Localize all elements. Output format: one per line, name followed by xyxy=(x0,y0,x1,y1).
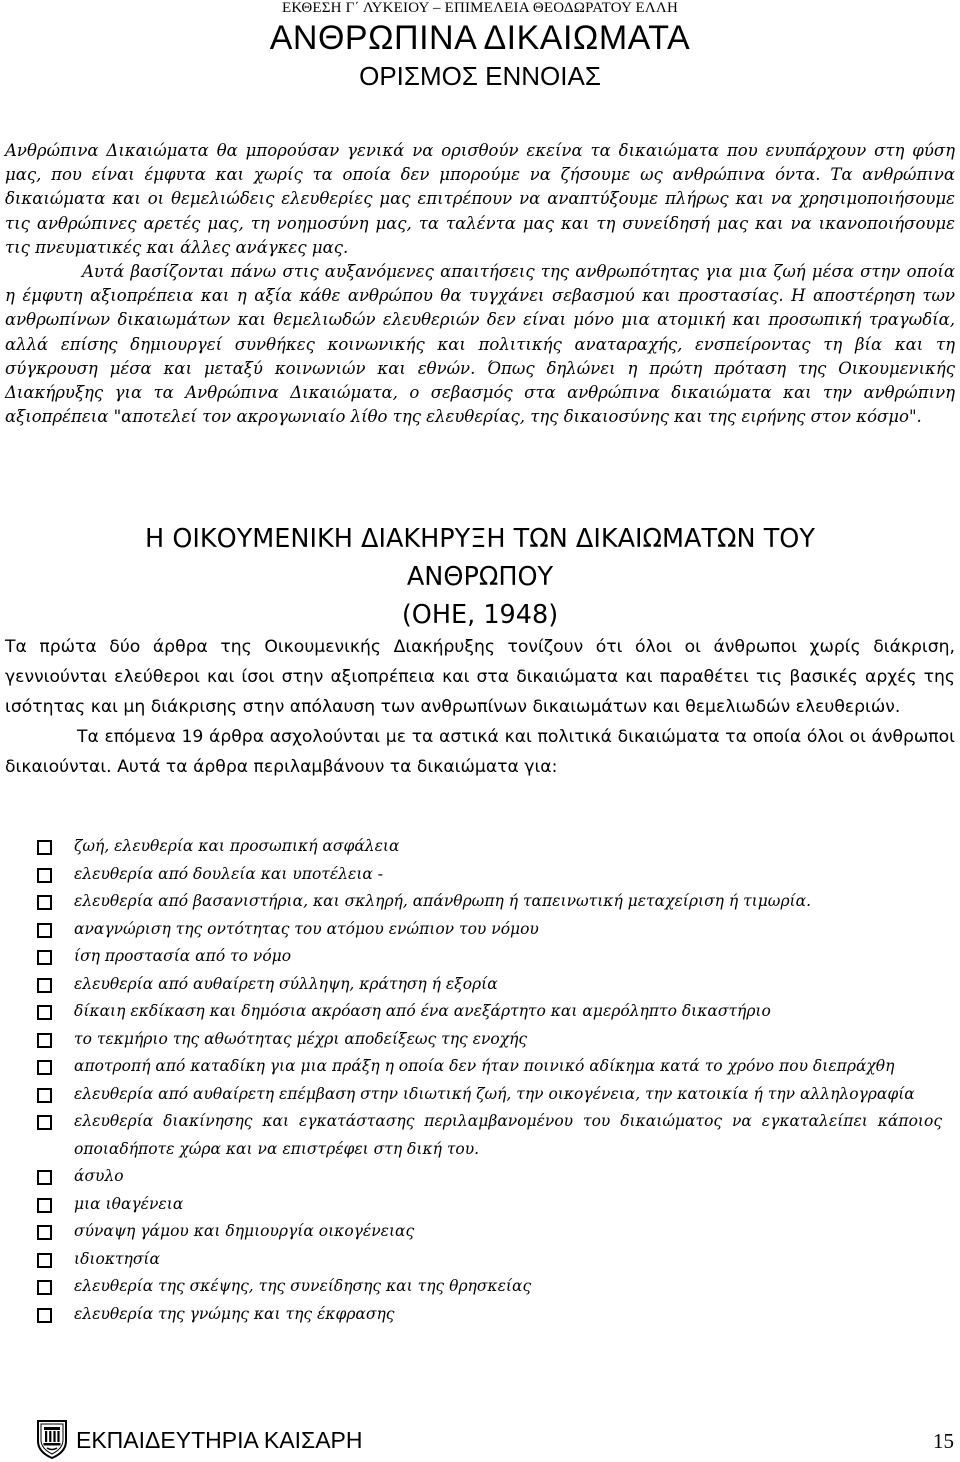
checkbox-square-icon xyxy=(37,840,52,855)
definition-section xyxy=(5,139,955,429)
checkbox-square-icon xyxy=(37,868,52,883)
list-item-text: αναγνώριση της οντότητας του ατόμου ενώπιον του νόμου xyxy=(74,919,539,938)
checkbox-square-icon xyxy=(37,1170,52,1185)
checkbox-square-icon xyxy=(37,895,52,910)
list-item-text: ζωή, ελευθερία και προσωπική ασφάλεια xyxy=(74,837,400,855)
declaration-section xyxy=(5,632,955,782)
checkbox-square-icon xyxy=(37,1225,52,1240)
page-footer xyxy=(0,1415,960,1462)
list-item-text: ελευθερία από βασανιστήρια, και σκληρή, απάνθρωπη ή ταπεινωτική μεταχείριση ή τιμωρία. xyxy=(74,892,812,910)
list-item xyxy=(37,998,942,1026)
list-item xyxy=(37,1246,942,1274)
running-head: ΕΚΘΕΣΗ Γ΄ ΛΥΚΕΙΟΥ – ΕΠΙΜΕΛΕΙΑ ΘΕΟΔΩΡΑΤΟΥ ΕΛΛΗ xyxy=(281,0,679,16)
declaration-heading-line-1: Η ΟΙΚΟΥΜΕΝΙΚΗ ΔΙΑΚΗΡΥΞΗ ΤΩΝ ΔΙΚΑΙΩΜΑΤΩΝ ΤΟΥ xyxy=(145,524,815,554)
list-item xyxy=(37,971,942,999)
list-item xyxy=(37,1163,942,1191)
rights-list xyxy=(37,833,942,1328)
list-item xyxy=(37,833,942,861)
page-subtitle: ΟΡΙΣΜΟΣ ΕΝΝΟΙΑΣ xyxy=(359,61,601,91)
list-item-text: ίση προστασία από το νόμο xyxy=(74,947,292,965)
checkbox-square-icon xyxy=(37,1253,52,1268)
declaration-heading-line-3: (ΟΗΕ, 1948) xyxy=(401,600,559,630)
checkbox-square-icon xyxy=(37,1005,52,1020)
list-item-text: ελευθερία από δουλεία και υποτέλεια - xyxy=(74,864,384,883)
list-item xyxy=(37,1081,942,1109)
school-name: ΕΚΠΑΙΔΕΥΤΗΡΙΑ ΚΑΙΣΑΡΗ xyxy=(76,1427,363,1453)
page-title: ΑΝΘΡΩΠΙΝΑ ΔΙΚΑΙΩΜΑΤΑ xyxy=(269,19,691,57)
list-item xyxy=(37,943,942,971)
checkbox-square-icon xyxy=(37,1060,52,1075)
declaration-heading-line-2: ΑΝΘΡΩΠΟΥ xyxy=(406,562,554,592)
checkbox-square-icon xyxy=(37,923,52,938)
list-item xyxy=(37,1108,942,1163)
list-item-text: σύναψη γάμου και δημιουργία οικογένειας xyxy=(74,1222,415,1240)
definition-paragraph-2: Αυτά βασίζονται πάνω στις αυξανόμενες απαιτήσεις της ανθρωπότητας για μια ζωή μέσα στην οποία η έμφυτη αξιοπρέπεια και η αξία κάθε ανθρώπου θα τυγχάνει σεβασμού και προστασίας. Η αποστέρηση των ανθρωπίνων δικαιωμάτων και θεμελιωδών ελευθεριών δεν είναι μόνο μια ατομική και προσωπική τραγωδία, αλλά επίσης δημιουργεί συνθήκες κοινωνικής και πολιτικής αναταραχής, ενσπείροντας τη βία και τη σύγκρουση μέσα και μεταξύ κοινωνιών και εθνών. Όπως δηλώνει η πρώτη πρόταση της Οικουμενικής Διακήρυξης για τα Ανθρώπινα Δικαιώματα, ο σεβασμός στα ανθρώπινα δικαιώματα και την ανθρώπινη αξιοπρέπεια "αποτελεί τον ακρογωνιαίο λίθο της ελευθερίας, της δικαιοσύνης και της ειρήνης στον κόσμο". xyxy=(5,262,955,427)
list-item xyxy=(37,1026,942,1054)
list-item xyxy=(37,1053,942,1081)
list-item-text: ελευθερία από αυθαίρετη σύλληψη, κράτηση ή εξορία xyxy=(74,974,498,993)
page-number: 15 xyxy=(933,1429,954,1453)
list-item-text: ελευθερία της σκέψης, της συνείδησης και της θρησκείας xyxy=(74,1277,532,1295)
list-item-text: ιδιοκτησία xyxy=(74,1249,160,1268)
list-item xyxy=(37,916,942,944)
checkbox-square-icon xyxy=(37,1280,52,1295)
checkbox-square-icon xyxy=(37,1308,52,1323)
declaration-paragraph-2: Τα επόμενα 19 άρθρα ασχολούνται με τα αστικά και πολιτικά δικαιώματα τα οποία όλοι οι άνθρωποι δικαιούνται. Αυτά τα άρθρα περιλαμβάνουν τα δικαιώματα για: xyxy=(5,727,955,777)
declaration-paragraph-1: Τα πρώτα δύο άρθρα της Οικουμενικής Διακήρυξης τονίζουν ότι όλοι οι άνθρωποι χωρίς διάκριση, γεννιούνται ελεύθεροι και ίσοι στην αξιοπρέπεια και στα δικαιώματα και παραθέτει τις βασικές αρχές της ισότητας και μη διάκρισης στην απόλαυση των ανθρωπίνων δικαιωμάτων και θεμελιωδών ελευθεριών. xyxy=(5,637,955,717)
list-item-text: μια ιθαγένεια xyxy=(74,1194,184,1213)
list-item-text: αποτροπή από καταδίκη για μια πράξη η οποία δεν ήταν ποινικό αδίκημα κατά το χρόνο που διεπράχθη xyxy=(74,1057,895,1075)
list-item-text: δίκαιη εκδίκαση και δημόσια ακρόαση από ένα ανεξάρτητο και αμερόληπτο δικαστήριο xyxy=(74,1002,771,1020)
definition-paragraph-1: Ανθρώπινα Δικαιώματα θα μπορούσαν γενικά να ορισθούν εκείνα τα δικαιώματα που ενυπάρχουν στη φύση μας, που είναι έμφυτα και χωρίς τα οποία δεν μπορούμε να ζήσουμε ως ανθρώπινα όντα. Τα ανθρώπινα δικαιώματα και οι θεμελιώδεις ελευθερίες μας επιτρέπουν να αναπτύξουμε πλήρως και να χρησιμοποιήσουμε τις ανθρώπινες αρετές μας, τη νοημοσύνη μας, τα ταλέντα μας και τη συνείδησή μας και να ικανοποιήσουμε τις πνευματικές και άλλες ανάγκες μας. xyxy=(5,141,955,257)
checkbox-square-icon xyxy=(37,1033,52,1048)
checkbox-square-icon xyxy=(37,1115,52,1130)
declaration-heading xyxy=(0,520,960,634)
list-item-text: άσυλο xyxy=(74,1167,124,1185)
list-item xyxy=(37,1191,942,1219)
checkbox-square-icon xyxy=(37,1088,52,1103)
list-item xyxy=(37,1273,942,1301)
school-emblem-icon xyxy=(35,1419,69,1459)
list-item-text: ελευθερία της γνώμης και της έκφρασης xyxy=(74,1304,395,1323)
list-item xyxy=(37,1218,942,1246)
checkbox-square-icon xyxy=(37,978,52,993)
list-item xyxy=(37,861,942,889)
list-item-text: ελευθερία από αυθαίρετη επέμβαση στην ιδιωτική ζωή, την οικογένεια, την κατοικία ή την αλληλογραφία xyxy=(74,1084,915,1103)
list-item xyxy=(37,888,942,916)
list-item-text: ελευθερία διακίνησης και εγκατάστασης περιλαμβανομένου του δικαιώματος να εγκαταλείπει κάποιος οποιαδήποτε χώρα και να επιστρέφει στη δική του. xyxy=(74,1112,942,1158)
checkbox-square-icon xyxy=(37,1198,52,1213)
list-item xyxy=(37,1301,942,1329)
checkbox-square-icon xyxy=(37,950,52,965)
list-item-text: το τεκμήριο της αθωότητας μέχρι αποδείξεως της ενοχής xyxy=(74,1029,528,1048)
